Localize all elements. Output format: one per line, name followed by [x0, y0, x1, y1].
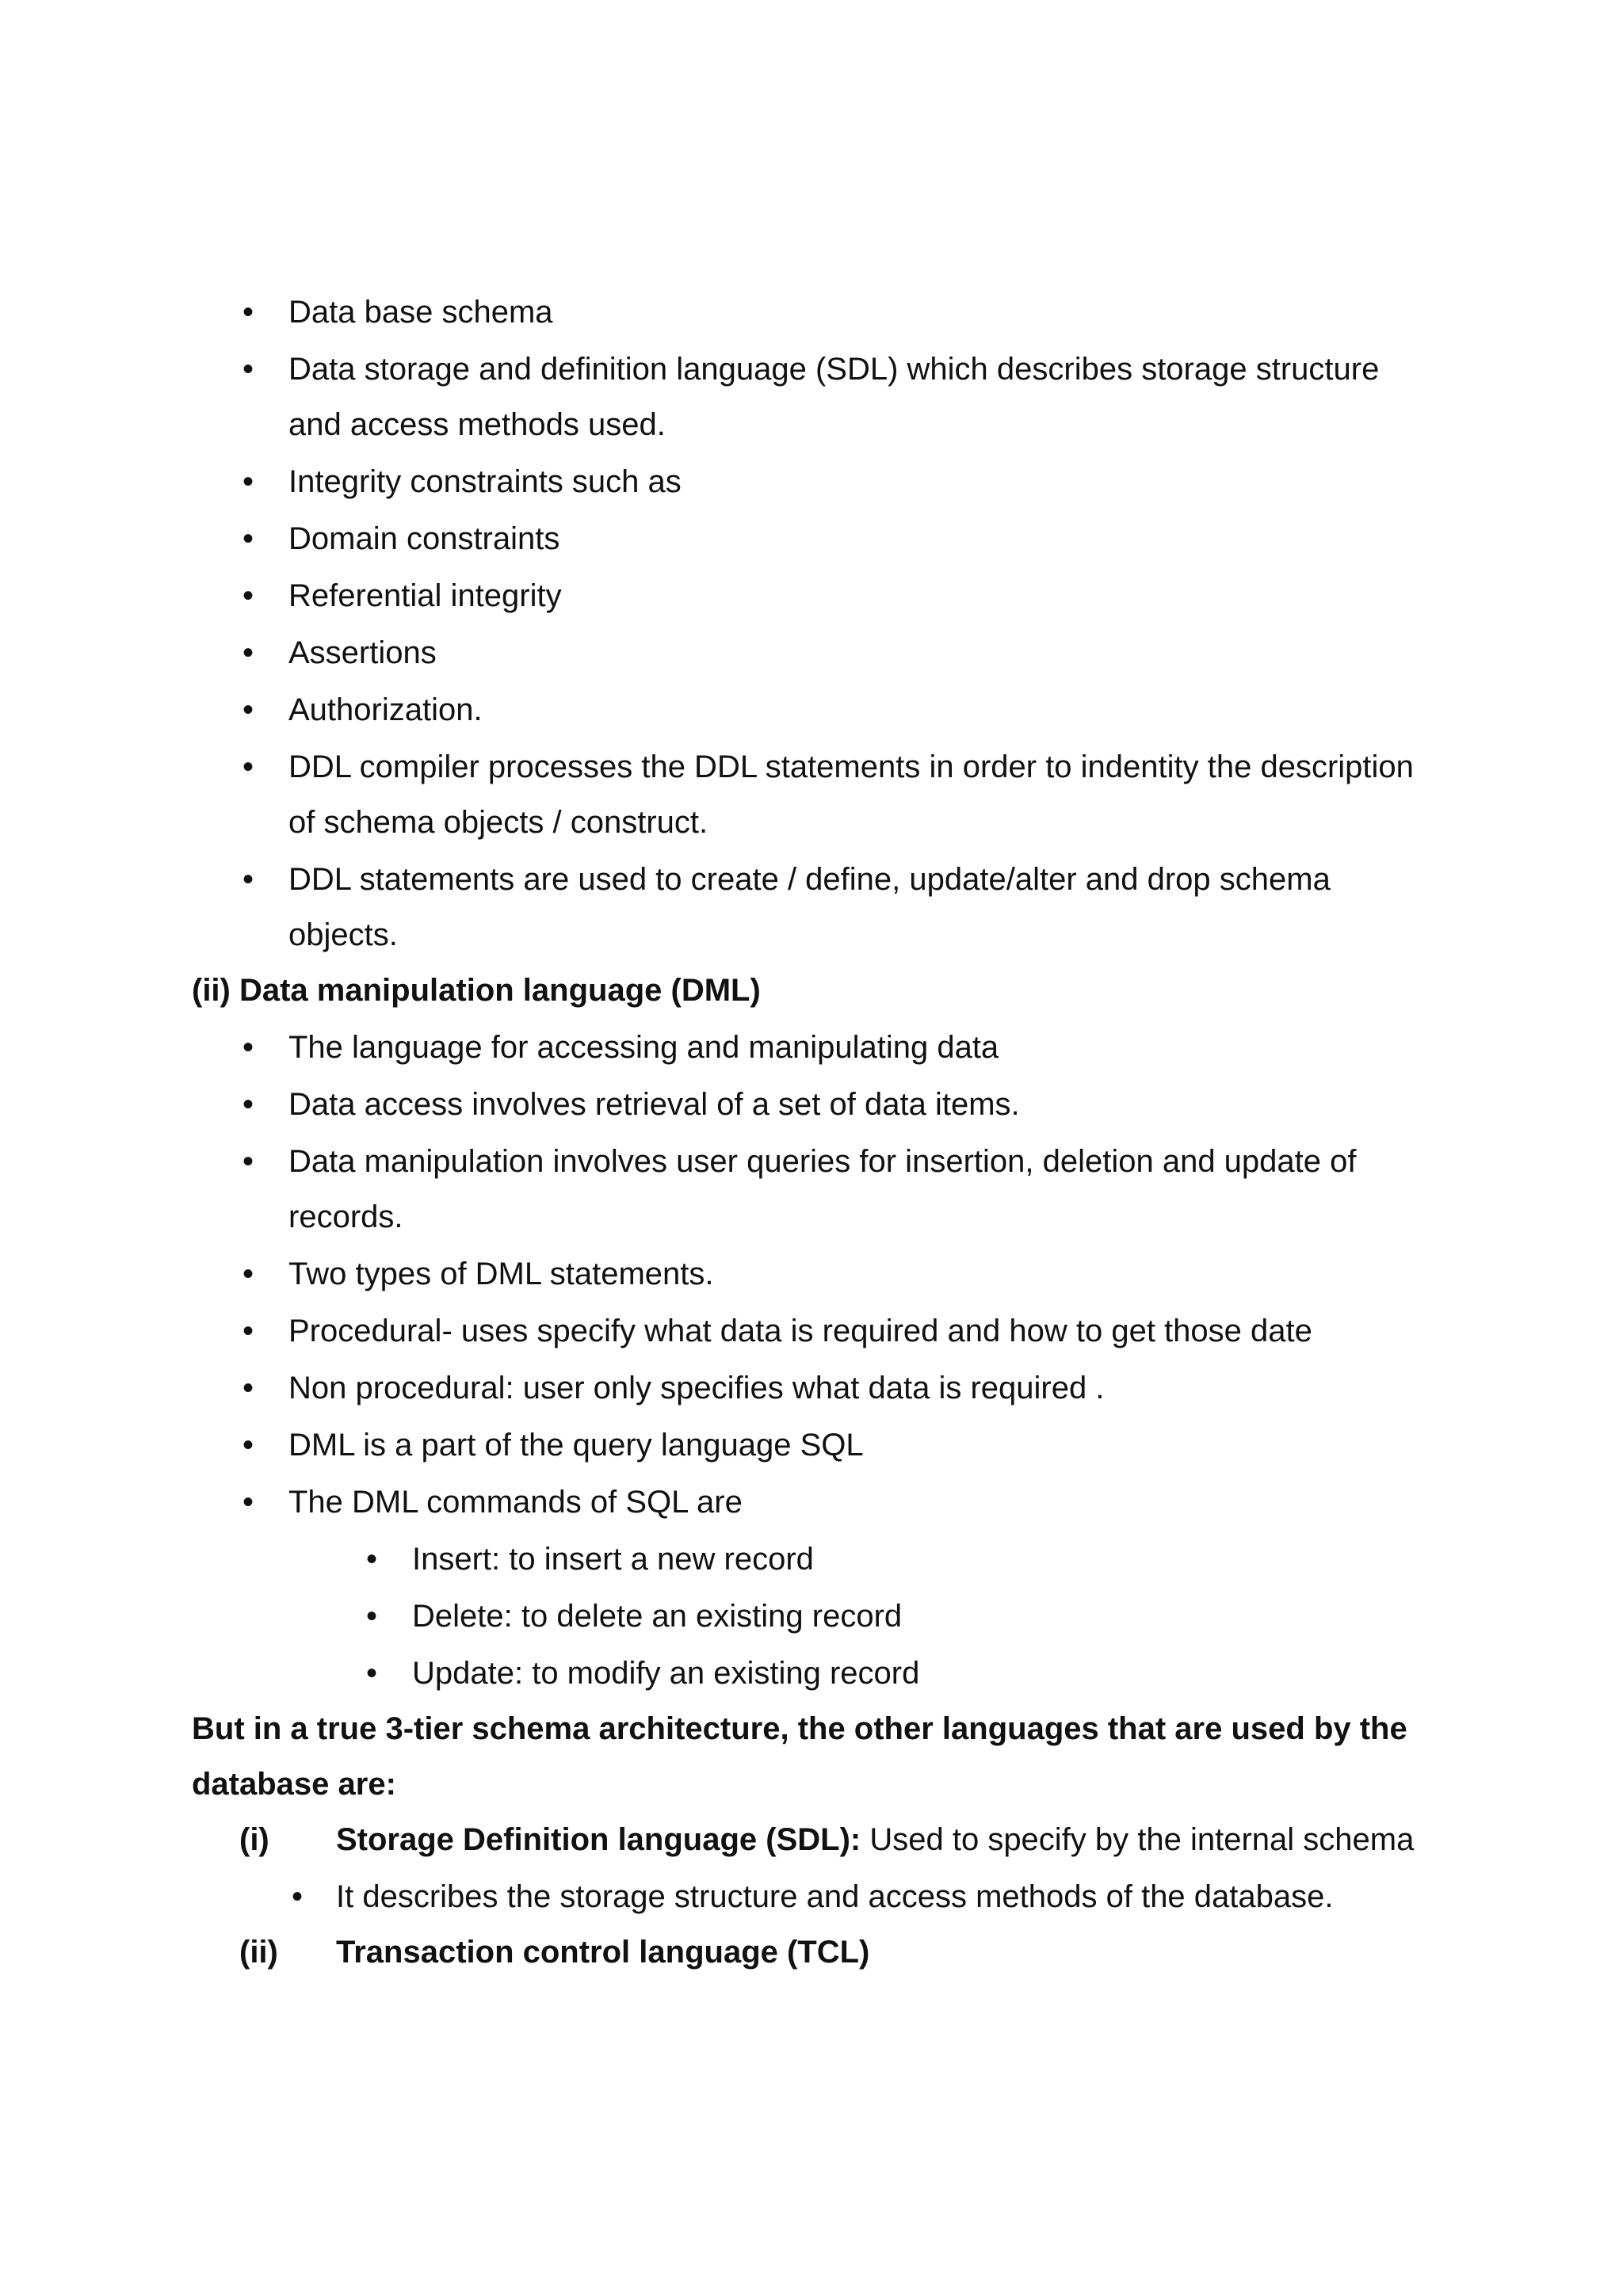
list-item: Authorization.	[288, 692, 483, 727]
list-item: Procedural- uses specify what data is required and how to get those date	[288, 1314, 1312, 1348]
list-item: Domain constraints	[288, 521, 560, 556]
bullet-icon: •	[242, 749, 254, 784]
list-item: DML is a part of the query language SQL	[288, 1428, 864, 1463]
list-item-continuation: records.	[288, 1199, 403, 1234]
list-item-continuation: of schema objects / construct.	[288, 805, 708, 840]
bullet-icon: •	[242, 862, 254, 897]
numbered-label: (ii)	[239, 1935, 278, 1970]
bullet-icon: •	[242, 1030, 254, 1065]
numbered-label: (i)	[239, 1822, 269, 1857]
bullet-icon: •	[242, 352, 254, 387]
bullet-icon: •	[242, 578, 254, 613]
paragraph-three-tier: But in a true 3-tier schema architecture, the other languages that are used by the	[192, 1711, 1407, 1746]
list-item: Data access involves retrieval of a set of data items.	[288, 1087, 1020, 1122]
list-item: Non procedural: user only specifies what data is required .	[288, 1371, 1105, 1405]
sub-list-item: Update: to modify an existing record	[412, 1656, 920, 1691]
list-item: The language for accessing and manipulating data	[288, 1030, 999, 1065]
bullet-icon: •	[242, 295, 254, 330]
bullet-icon: •	[242, 1371, 254, 1405]
sub-list-item: Delete: to delete an existing record	[412, 1599, 903, 1634]
bullet-icon: •	[242, 521, 254, 556]
list-item-continuation: and access methods used.	[288, 407, 666, 442]
bullet-icon: •	[366, 1599, 378, 1634]
list-item: DDL statements are used to create / define, update/alter and drop schema	[288, 862, 1331, 897]
bullet-icon: •	[242, 1314, 254, 1348]
list-item: Two types of DML statements.	[288, 1257, 714, 1291]
section-heading-dml: (ii) Data manipulation language (DML)	[192, 973, 761, 1008]
numbered-item-tcl: Transaction control language (TCL)	[336, 1935, 870, 1970]
list-item: Data manipulation involves user queries for insertion, deletion and update of	[288, 1144, 1357, 1179]
list-item: Referential integrity	[288, 578, 562, 613]
bullet-icon: •	[242, 635, 254, 670]
bullet-icon: •	[366, 1656, 378, 1691]
bullet-icon: •	[366, 1542, 378, 1577]
bullet-icon: •	[242, 1428, 254, 1463]
sdl-description: Used to specify by the internal schema	[861, 1822, 1415, 1857]
numbered-item-sdl	[336, 1817, 1414, 1862]
list-item: The DML commands of SQL are	[288, 1485, 743, 1520]
sdl-title: Storage Definition language (SDL):	[336, 1822, 861, 1857]
list-item: Data storage and definition language (SDL) which describes storage structure	[288, 352, 1380, 387]
bullet-icon: •	[242, 1485, 254, 1520]
list-item: Assertions	[288, 635, 437, 670]
list-item-continuation: objects.	[288, 917, 398, 952]
bullet-icon: •	[242, 1144, 254, 1179]
bullet-icon: •	[242, 692, 254, 727]
paragraph-three-tier-continuation: database are:	[192, 1767, 396, 1802]
list-item: Integrity constraints such as	[288, 464, 682, 499]
list-item: Data base schema	[288, 295, 553, 330]
list-item: It describes the storage structure and access methods of the database.	[336, 1879, 1334, 1914]
bullet-icon: •	[292, 1879, 304, 1914]
bullet-icon: •	[242, 464, 254, 499]
sub-list-item: Insert: to insert a new record	[412, 1542, 814, 1577]
list-item: DDL compiler processes the DDL statements in order to indentity the description	[288, 749, 1414, 784]
bullet-icon: •	[242, 1257, 254, 1291]
bullet-icon: •	[242, 1087, 254, 1122]
